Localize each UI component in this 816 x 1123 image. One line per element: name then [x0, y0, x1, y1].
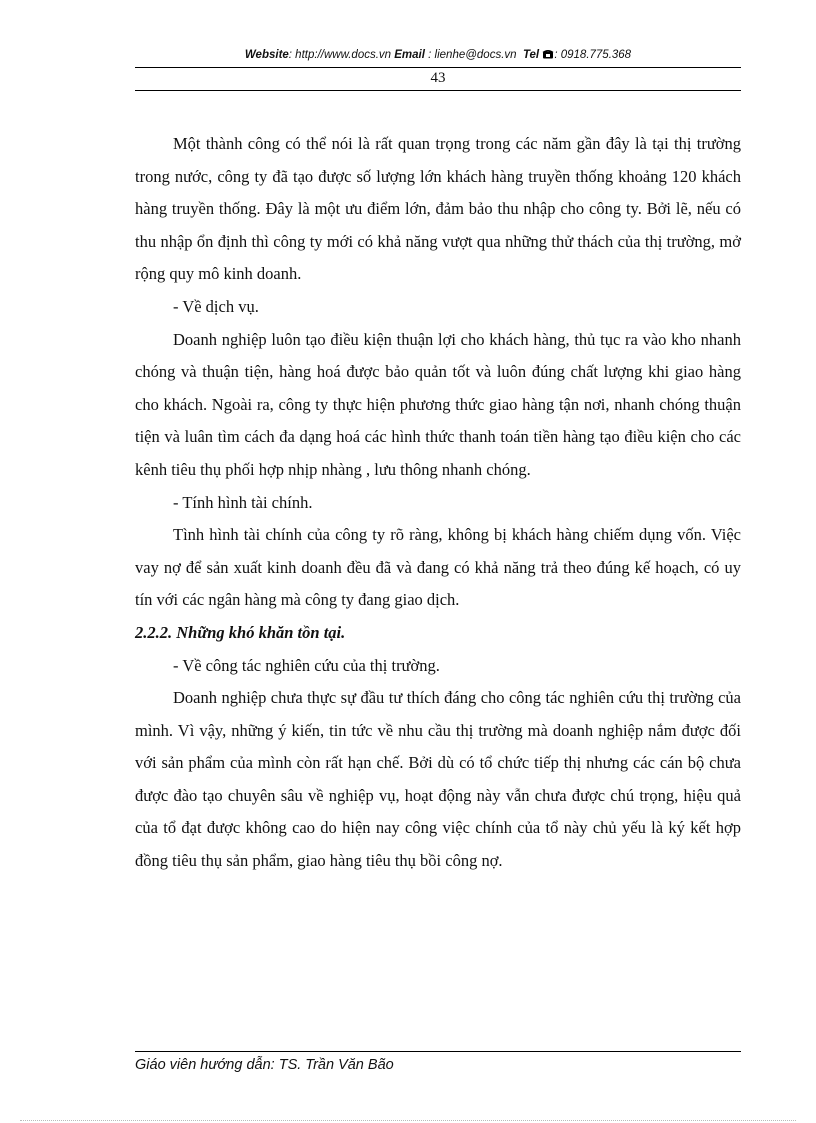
- paragraph-finance: Tình hình tài chính của công ty rõ ràng, không bị khách hàng chiếm dụng vốn. Việc vay nợ để sản xuất kinh doanh đều đã và đang có khả năng trả theo đúng kế hoạch, có uy tín với các ngân hàng mà công ty đang giao dịch.: [135, 525, 741, 610]
- header-rule-bottom: [135, 90, 741, 91]
- page-body: [135, 128, 741, 878]
- footer-supervisor: Giáo viên hướng dẫn: TS. Trần Văn Bão: [135, 1057, 394, 1073]
- page-header: [135, 48, 741, 61]
- website-url[interactable]: : http://www.docs.vn: [288, 49, 392, 61]
- section-heading-difficulties: 2.2.2. Những khó khăn tồn tại.: [135, 622, 346, 642]
- page-number: 43: [430, 70, 446, 86]
- paragraph-domestic-market: Một thành công có thể nói là rất quan trọng trong các năm gần đây là tại thị trường trong nước, công ty đã tạo được số lượng lớn khách hàng truyền thống khoảng 120 khách hàng truyền thống. Đây là một ưu điểm lớn, đảm bảo thu nhập cho công ty. Bởi lẽ, nếu có thu nhập ổn định thì công ty mới có khả năng vượt qua những thử thách của thị trường, mở rộng quy mô kinh doanh.: [135, 134, 741, 284]
- tel-label: Tel: [522, 49, 540, 61]
- phone-icon: [542, 48, 554, 59]
- bullet-market-research: - Về công tác nghiên cứu của thị trường.: [173, 655, 440, 675]
- website-label: Website: [244, 49, 289, 61]
- footer-rule: [135, 1051, 741, 1052]
- paragraph-market-research: Doanh nghiệp chưa thực sự đầu tư thích đáng cho công tác nghiên cứu thị trường của mình. Vì vậy, những ý kiến, tin tức về nhu cầu thị trường mà doanh nghiệp nắm được đối với sản phẩm của mình còn rất hạn chế. Bởi dù có tổ chức tiếp thị nhưng các cán bộ chưa được đào tạo chuyên sâu về nghiệp vụ, hoạt động này vẫn chưa được chú trọng, hiệu quả của tổ đạt được không cao do hiện nay công việc chính của tổ này chủ yếu là ký kết hợp đồng tiêu thụ sản phẩm, giao hàng tiêu thụ bồi công nợ.: [135, 688, 741, 871]
- email-label: Email: [394, 49, 425, 61]
- tel-number: : 0918.775.368: [554, 49, 632, 61]
- bullet-finance: - Tính hình tài chính.: [173, 492, 313, 512]
- header-rule-top: [135, 67, 741, 68]
- paragraph-services: Doanh nghiệp luôn tạo điều kiện thuận lợi cho khách hàng, thủ tục ra vào kho nhanh chóng và thuận tiện, hàng hoá được bảo quản tốt và luôn đúng chất lượng khi giao hàng cho khách. Ngoài ra, công ty thực hiện phương thức giao hàng tận nơi, nhanh chóng thuận tiện và luân tìm cách đa dạng hoá các hình thức thanh toán tiền hàng tạo điều kiện cho các kênh tiêu thụ phối hợp nhịp nhàng , lưu thông nhanh chóng.: [135, 329, 741, 479]
- email-address[interactable]: : lienhe@docs.vn: [428, 49, 517, 61]
- page-edge-divider: [20, 1120, 796, 1121]
- bullet-services: - Về dịch vụ.: [173, 296, 259, 316]
